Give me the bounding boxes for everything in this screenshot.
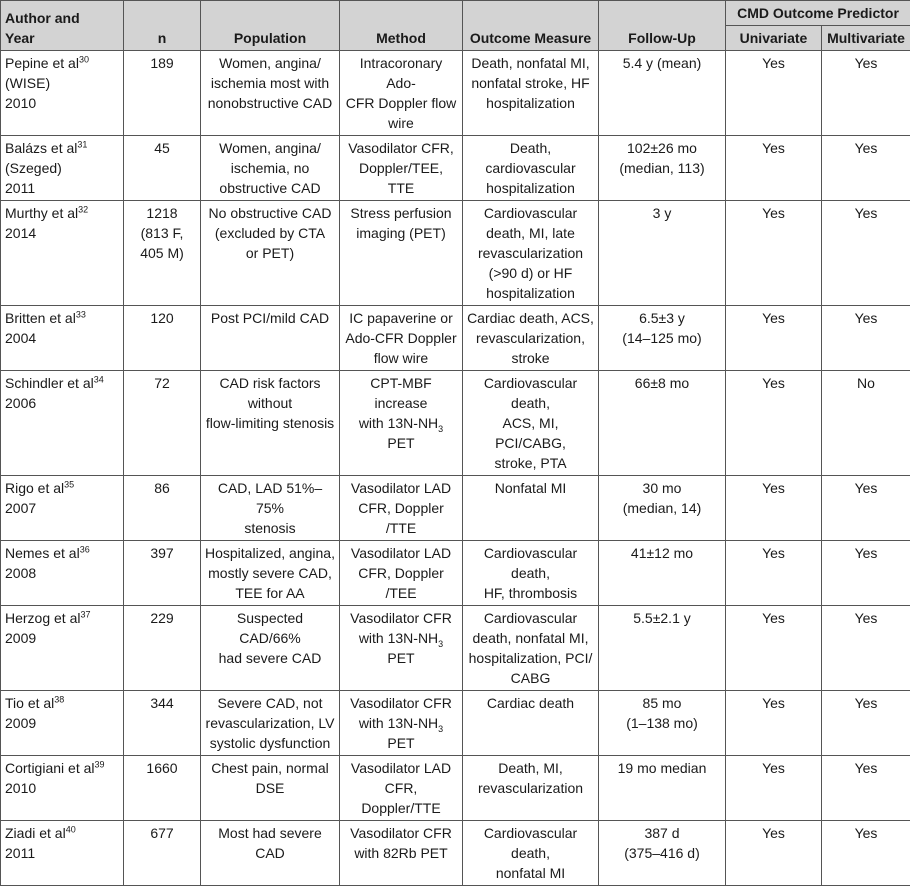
cell-line: Nonfatal MI [467, 478, 594, 498]
cell-line: without [205, 393, 335, 413]
table-row [1, 306, 910, 371]
header-cmd-outcome-predictor: CMD Outcome Predictor [726, 1, 910, 26]
cell-population [201, 201, 340, 306]
cell-n [124, 756, 201, 821]
cell-line: nonfatal stroke, HF [467, 73, 594, 93]
cell-line: death, nonfatal MI, [467, 628, 594, 648]
header-population: Population [201, 1, 340, 51]
cell-author-year [1, 136, 124, 201]
cell-outcome-measure [463, 821, 599, 886]
cell-multivariate: No [822, 371, 910, 476]
cell-line: Cardiovascular death, [467, 543, 594, 583]
cell-line: (median, 113) [603, 158, 721, 178]
cell-line: Death, MI, [467, 758, 594, 778]
cell-line: ischemia, no [205, 158, 335, 178]
cell-line: wire [344, 113, 458, 133]
cell-line: Vasodilator LAD [344, 478, 458, 498]
cell-line: (median, 14) [603, 498, 721, 518]
cell-line: nonfatal MI [467, 863, 594, 883]
cell-line: (>90 d) or HF [467, 263, 594, 283]
cell-line: 85 mo [603, 693, 721, 713]
cell-n [124, 201, 201, 306]
cell-line: Suspected CAD/66% [205, 608, 335, 648]
header-follow-up: Follow-Up [599, 1, 726, 51]
cell-author-year [1, 821, 124, 886]
cell-line: CAD [205, 843, 335, 863]
cell-line: No obstructive CAD [205, 203, 335, 223]
cell-line: 5.5±2.1 y [603, 608, 721, 628]
cell-follow-up [599, 606, 726, 691]
cell-line: systolic dysfunction [205, 733, 335, 753]
cell-method [340, 606, 463, 691]
cell-line: flow wire [344, 348, 458, 368]
header-method: Method [340, 1, 463, 51]
cell-line: revascularization [467, 778, 594, 798]
author-name: Britten et al [5, 310, 76, 326]
cell-line: 86 [128, 478, 196, 498]
cell-line: death, MI, late [467, 223, 594, 243]
cell-line: nonobstructive CAD [205, 93, 335, 113]
cell-univariate: Yes [726, 821, 822, 886]
cell-follow-up [599, 756, 726, 821]
cell-method [340, 476, 463, 541]
cell-author-year [1, 541, 124, 606]
cell-multivariate: Yes [822, 201, 910, 306]
cell-line: hospitalization, PCI/ [467, 648, 594, 668]
cell-line: 45 [128, 138, 196, 158]
cell-line: or PET) [205, 243, 335, 263]
cell-line: (1–138 mo) [603, 713, 721, 733]
cell-line: with 82Rb PET [344, 843, 458, 863]
cell-line: Death, nonfatal MI, [467, 53, 594, 73]
header-n: n [124, 1, 201, 51]
cell-line: Vasodilator CFR [344, 693, 458, 713]
cell-line: with $13N-NH_3$ PET [344, 628, 458, 668]
reference-number: 38 [54, 694, 64, 704]
cell-multivariate: Yes [822, 821, 910, 886]
cell-multivariate: Yes [822, 756, 910, 821]
cell-multivariate: Yes [822, 306, 910, 371]
cell-outcome-measure [463, 136, 599, 201]
cell-method [340, 541, 463, 606]
cell-line: Women, angina/ [205, 53, 335, 73]
author-name: Pepine et al [5, 55, 79, 71]
cell-line: 2014 [5, 223, 119, 243]
header-univariate: Univariate [726, 26, 822, 51]
cell-outcome-measure [463, 606, 599, 691]
cell-line: 2006 [5, 393, 119, 413]
cell-line: obstructive CAD [205, 178, 335, 198]
cell-multivariate: Yes [822, 51, 910, 136]
cell-line: Women, angina/ [205, 138, 335, 158]
cell-line: stroke, PTA [467, 453, 594, 473]
cell-author-year [1, 51, 124, 136]
cell-line: Chest pain, normal [205, 758, 335, 778]
cell-follow-up [599, 476, 726, 541]
cell-method [340, 371, 463, 476]
cell-line: 1660 [128, 758, 196, 778]
cell-population [201, 371, 340, 476]
cell-multivariate: Yes [822, 136, 910, 201]
cell-population [201, 821, 340, 886]
cell-n [124, 476, 201, 541]
cell-author-year [1, 756, 124, 821]
cell-population [201, 306, 340, 371]
cell-line: Severe CAD, not [205, 693, 335, 713]
cell-line: 2007 [5, 498, 119, 518]
cell-line: Cardiovascular death, [467, 373, 594, 413]
cell-follow-up [599, 371, 726, 476]
cell-author-year [1, 691, 124, 756]
cell-multivariate: Yes [822, 606, 910, 691]
cell-line: CFR Doppler flow [344, 93, 458, 113]
cell-line: (Szeged) [5, 158, 119, 178]
cell-population [201, 691, 340, 756]
cell-method [340, 136, 463, 201]
cell-outcome-measure [463, 201, 599, 306]
cell-line: Intracoronary Ado- [344, 53, 458, 93]
cell-follow-up [599, 201, 726, 306]
cell-line: Stress perfusion [344, 203, 458, 223]
cell-univariate: Yes [726, 371, 822, 476]
cell-line: 120 [128, 308, 196, 328]
cell-line: 1218 [128, 203, 196, 223]
cell-univariate: Yes [726, 691, 822, 756]
cell-author-year [1, 371, 124, 476]
cell-n [124, 541, 201, 606]
cell-line: 405 M) [128, 243, 196, 263]
table-row [1, 756, 910, 821]
cell-multivariate: Yes [822, 691, 910, 756]
cell-line: Vasodilator LAD [344, 543, 458, 563]
cell-line: 344 [128, 693, 196, 713]
table-header [1, 1, 910, 51]
cell-line: with $13N-NH_3$ PET [344, 713, 458, 753]
cell-line: flow-limiting stenosis [205, 413, 335, 433]
cell-line: 189 [128, 53, 196, 73]
cell-n [124, 821, 201, 886]
author-name: Tio et al [5, 695, 54, 711]
cell-line: Vasodilator CFR [344, 608, 458, 628]
cell-population [201, 476, 340, 541]
cell-n [124, 371, 201, 476]
cell-line: CFR, Doppler/TTE [344, 778, 458, 818]
cell-line: CFR, Doppler /TEE [344, 563, 458, 603]
cell-line: 397 [128, 543, 196, 563]
reference-number: 37 [80, 609, 90, 619]
author-name: Cortigiani et al [5, 760, 95, 776]
cell-n [124, 136, 201, 201]
cell-author-year [1, 306, 124, 371]
reference-number: 33 [76, 309, 86, 319]
cell-line: Cardiovascular [467, 203, 594, 223]
cell-line: hospitalization [467, 283, 594, 303]
cell-line: 2004 [5, 328, 119, 348]
cell-line: revascularization, [467, 328, 594, 348]
cell-line: Vasodilator CFR, [344, 138, 458, 158]
cell-line: revascularization, LV [205, 713, 335, 733]
cell-line: (WISE) [5, 73, 119, 93]
cell-population [201, 51, 340, 136]
cell-n [124, 691, 201, 756]
table-row [1, 371, 910, 476]
cell-author-year [1, 606, 124, 691]
cell-follow-up [599, 541, 726, 606]
table-row [1, 136, 910, 201]
cell-line: (813 F, [128, 223, 196, 243]
reference-number: 35 [64, 479, 74, 489]
cell-line: 677 [128, 823, 196, 843]
cell-method [340, 756, 463, 821]
cell-follow-up [599, 306, 726, 371]
cell-line: TEE for AA [205, 583, 335, 603]
cell-line: 41±12 mo [603, 543, 721, 563]
cell-line: (excluded by CTA [205, 223, 335, 243]
cell-population [201, 541, 340, 606]
cell-line: (14–125 mo) [603, 328, 721, 348]
header-outcome-measure: Outcome Measure [463, 1, 599, 51]
reference-number: 30 [79, 54, 89, 64]
cell-line: 102±26 mo [603, 138, 721, 158]
cell-univariate: Yes [726, 51, 822, 136]
table-row [1, 606, 910, 691]
cell-univariate: Yes [726, 201, 822, 306]
cell-line: stenosis [205, 518, 335, 538]
cell-n [124, 606, 201, 691]
cell-method [340, 201, 463, 306]
cell-outcome-measure [463, 51, 599, 136]
cell-method [340, 691, 463, 756]
cell-follow-up [599, 136, 726, 201]
cell-univariate: Yes [726, 541, 822, 606]
header-author-year: Author and Year [1, 1, 124, 51]
cell-line: Ado-CFR Doppler [344, 328, 458, 348]
cell-population [201, 756, 340, 821]
cell-line: 2010 [5, 93, 119, 113]
cell-follow-up [599, 51, 726, 136]
cell-line: Most had severe [205, 823, 335, 843]
cell-line: 387 d [603, 823, 721, 843]
cell-population [201, 606, 340, 691]
cell-line: 5.4 y (mean) [603, 53, 721, 73]
cell-line: (375–416 d) [603, 843, 721, 863]
table-row [1, 51, 910, 136]
cell-line: IC papaverine or [344, 308, 458, 328]
cell-method [340, 51, 463, 136]
cell-line: Cardiac death, ACS, [467, 308, 594, 328]
author-name: Schindler et al [5, 375, 94, 391]
cell-outcome-measure [463, 371, 599, 476]
cell-author-year [1, 476, 124, 541]
cell-population [201, 136, 340, 201]
cell-line: CAD, LAD 51%–75% [205, 478, 335, 518]
cell-univariate: Yes [726, 606, 822, 691]
cell-univariate: Yes [726, 136, 822, 201]
table-row [1, 476, 910, 541]
cell-line: imaging (PET) [344, 223, 458, 243]
cell-line: Death, cardiovascular [467, 138, 594, 178]
cell-line: Cardiovascular death, [467, 823, 594, 863]
cell-line: 2011 [5, 843, 119, 863]
table-row [1, 201, 910, 306]
cell-multivariate: Yes [822, 476, 910, 541]
cell-multivariate: Yes [822, 541, 910, 606]
cell-line: 3 y [603, 203, 721, 223]
cell-line: CPT-MBF increase [344, 373, 458, 413]
cell-line: 2009 [5, 713, 119, 733]
cell-line: ACS, MI, PCI/CABG, [467, 413, 594, 453]
table-body [1, 51, 910, 886]
cell-line: HF, thrombosis [467, 583, 594, 603]
cell-line: CAD risk factors [205, 373, 335, 393]
cell-follow-up [599, 821, 726, 886]
cell-line: 72 [128, 373, 196, 393]
cell-line: hospitalization [467, 178, 594, 198]
reference-number: 40 [66, 824, 76, 834]
cell-line: hospitalization [467, 93, 594, 113]
table-row [1, 821, 910, 886]
cell-line: 19 mo median [603, 758, 721, 778]
cell-line: Cardiovascular [467, 608, 594, 628]
cell-line: 6.5±3 y [603, 308, 721, 328]
cell-method [340, 306, 463, 371]
cell-line: 2009 [5, 628, 119, 648]
cell-author-year [1, 201, 124, 306]
author-name: Herzog et al [5, 610, 80, 626]
cell-outcome-measure [463, 756, 599, 821]
author-name: Murthy et al [5, 205, 78, 221]
cell-line: 2008 [5, 563, 119, 583]
cell-line: ischemia most with [205, 73, 335, 93]
author-name: Ziadi et al [5, 825, 66, 841]
cell-line: 30 mo [603, 478, 721, 498]
cell-line: with $13N-NH_3$ PET [344, 413, 458, 453]
cell-univariate: Yes [726, 306, 822, 371]
cell-outcome-measure [463, 691, 599, 756]
cell-line: Vasodilator LAD [344, 758, 458, 778]
reference-number: 36 [80, 544, 90, 554]
reference-number: 31 [77, 139, 87, 149]
author-name: Nemes et al [5, 545, 80, 561]
cell-line: Hospitalized, angina, [205, 543, 335, 563]
cell-line: 229 [128, 608, 196, 628]
cell-line: had severe CAD [205, 648, 335, 668]
cell-line: 2010 [5, 778, 119, 798]
cell-line: stroke [467, 348, 594, 368]
cell-line: Vasodilator CFR [344, 823, 458, 843]
cell-univariate: Yes [726, 756, 822, 821]
cell-line: 66±8 mo [603, 373, 721, 393]
header-multivariate: Multivariate [822, 26, 910, 51]
reference-number: 32 [78, 204, 88, 214]
table-row [1, 691, 910, 756]
cell-line: Cardiac death [467, 693, 594, 713]
cell-line: CFR, Doppler /TTE [344, 498, 458, 538]
author-name: Rigo et al [5, 480, 64, 496]
reference-number: 39 [95, 759, 105, 769]
cell-outcome-measure [463, 541, 599, 606]
cell-line: revascularization [467, 243, 594, 263]
author-name: Balázs et al [5, 140, 77, 156]
cell-line: DSE [205, 778, 335, 798]
cell-n [124, 306, 201, 371]
cell-method [340, 821, 463, 886]
cell-outcome-measure [463, 476, 599, 541]
cell-univariate: Yes [726, 476, 822, 541]
cell-outcome-measure [463, 306, 599, 371]
cell-line: CABG [467, 668, 594, 688]
cell-line: Post PCI/mild CAD [205, 308, 335, 328]
cell-n [124, 51, 201, 136]
cell-follow-up [599, 691, 726, 756]
reference-number: 34 [94, 374, 104, 384]
cell-line: Doppler/TEE, TTE [344, 158, 458, 198]
cell-line: 2011 [5, 178, 119, 198]
cell-line: mostly severe CAD, [205, 563, 335, 583]
table-row [1, 541, 910, 606]
